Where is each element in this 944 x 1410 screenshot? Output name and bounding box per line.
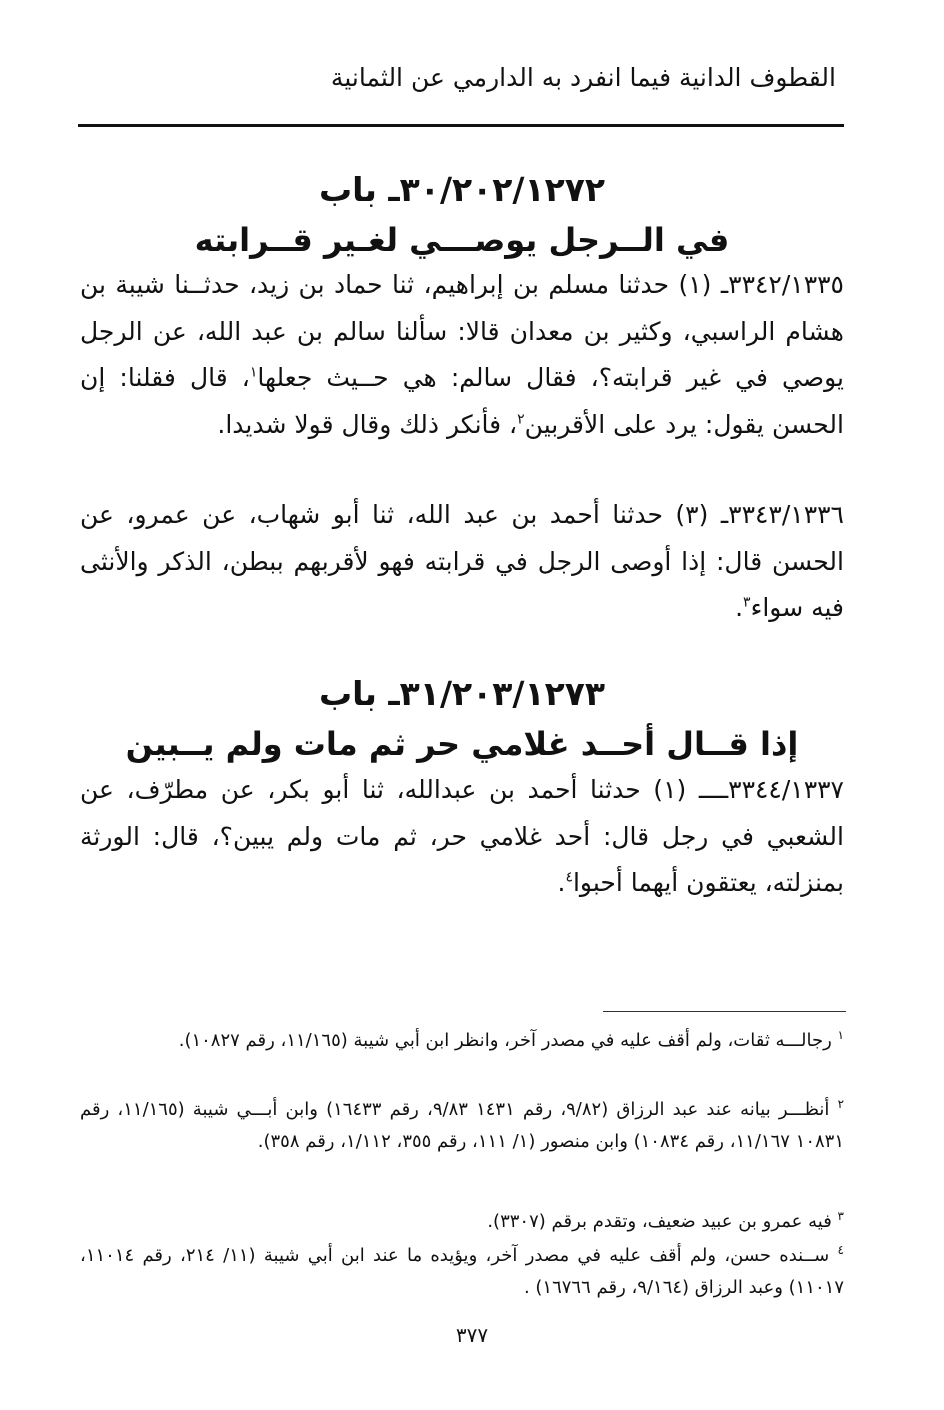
section-number: ٣٠/٢٠٢/١٢٧٢ـ باب: [318, 170, 606, 209]
footnote-text: ســنده حسن، ولم أقف عليه في مصدر آخر، ويؤيده ما عند ابن أبي شيبة (١١/ ٢١٤، رقم ١١٠١٤، ١١٠١٧) وعبد الرزاق (٩/١٦٤، رقم ١٦٧٦٦) .: [80, 1245, 844, 1298]
hadith-text: (١) حدثنا أحمد بن عبدالله، ثنا أبو بكر، عن مطرّف، عن الشعبي في رجل قال: أحد غلامي حر، ثم مات ولم يبين؟، قال: الورثة بمنزلته، يعتقون أيهما أحبوا: [80, 775, 844, 898]
hadith-paragraph: [80, 767, 844, 907]
footnote-text: فيه عمرو بن عبيد ضعيف، وتقدم برقم (٣٣٠٧).: [487, 1211, 832, 1232]
hadith-text: (٣) حدثنا أحمد بن عبد الله، ثنا أبو شهاب، عن عمرو، عن الحسن قال: إذا أوصى الرجل في قرابته فهو لأقربهم ببطن، الذكر والأنثى فيه سواء: [80, 500, 844, 623]
footnote-text: أنظـــر بيانه عند عبد الرزاق (٩/٨٢، رقم ١٤٣١ ٩/٨٣، رقم ١٦٤٣٣) وابن أبـــي شيبة (١١/١٦٥، رقم ١٠٨٣١ ١١/١٦٧، رقم ١٠٨٣٤) وابن منصور (١/ ١١١، رقم ٣٥٥، ١/١١٢، رقم ٣٥٨).: [80, 1099, 844, 1152]
section-title: إذا قــال أحــد غلامي حر ثم مات ولم يــبين: [125, 725, 799, 763]
running-head: القطوف الدانية فيما انفرد به الدارمي عن الثمانية: [330, 63, 836, 92]
hadith-text: .: [557, 868, 566, 898]
hadith-text: (١) حدثنا مسلم بن إبراهيم، ثنا حماد بن زيد، حدثــنا شيبة بن هشام الراسبي، وكثير بن معدان قالا: سألنا سالم بن عبد الله، عن الرجل يوصي في غير قرابته؟، فقال سالم: هي حــيث جعلها: [80, 270, 844, 393]
footnote-ref[interactable]: ٢: [517, 411, 525, 428]
footnote-ref[interactable]: ١: [249, 364, 258, 381]
section-title: في الــرجل يوصـــي لغـير قــرابته: [194, 221, 730, 259]
footnote-text: رجالـــه ثقات، ولم أقف عليه في مصدر آخر، وانظر ابن أبي شيبة (١١/١٦٥، رقم ١٠٨٢٧).: [178, 1030, 832, 1051]
footnote: [80, 1025, 844, 1057]
footnote-mark: ٣: [837, 1209, 844, 1223]
hadith-number: ٣٣٤٢/١٣٣٥ـ: [720, 270, 844, 299]
hadith-text: .: [735, 593, 744, 623]
hadith-text: ، قال فقلنا: إن الحسن يقول: يرد على الأقربين: [80, 363, 844, 439]
page-number: ٣٧٧: [455, 1323, 489, 1347]
footnote: [80, 1240, 844, 1303]
footnote-mark: ٤: [837, 1243, 844, 1257]
hadith-number: ٣٣٤٣/١٣٣٦ـ: [720, 500, 844, 529]
header-rule: [78, 124, 844, 127]
hadith-paragraph: [80, 492, 844, 632]
hadith-number: ٣٣٤٤/١٣٣٧ــــ: [698, 775, 844, 804]
hadith-text: ، فأنكر ذلك وقال قولا شديدا.: [217, 409, 518, 439]
footnote-mark: ٢: [837, 1097, 845, 1111]
footnote: [80, 1094, 844, 1157]
footnote: [80, 1206, 844, 1238]
footnote-mark: ١: [837, 1028, 844, 1042]
hadith-paragraph: [80, 262, 844, 448]
footnote-ref[interactable]: ٣: [743, 594, 751, 611]
footnote-ref[interactable]: ٤: [565, 869, 573, 886]
section-number: ٣١/٢٠٣/١٢٧٣ـ باب: [318, 674, 606, 713]
footnote-rule: [603, 1011, 846, 1012]
